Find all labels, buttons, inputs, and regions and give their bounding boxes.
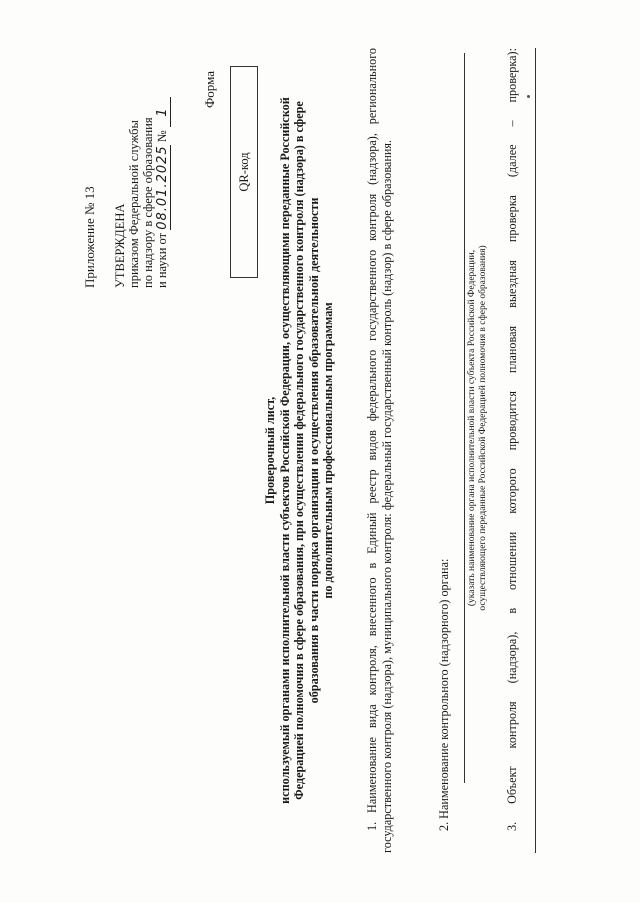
document-page [27,23,617,878]
appendix-label: Приложение № 13 [82,186,97,288]
qr-code-box: QR-код [230,66,258,278]
paragraph-3: 3. Объект контроля (надзора), в отношении которого проводится плановая выездная проверка (далее – проверка): [505,48,519,831]
approval-number-handwritten: 1 [156,97,171,127]
footnote-line: осуществляющего переданные Российской Федерацией полномочия в сфере образования) [478,245,488,611]
title-line: используемый органами исполнительной власти субъектов Российской Федерации, осуществляющими переданные Российской [277,97,292,804]
fill-in-line [464,53,465,783]
title-line: образования в части порядка организации и осуществления образовательной деятельности [306,197,321,704]
approval-number-prefix: № [155,130,169,143]
footnote-line: (указать наименование органа исполнительной власти субъекта Российской Федерации, [467,249,477,607]
approval-approved: УТВЕРЖДЕНА [113,203,127,288]
title-line: по дополнительным профессиональным программам [321,302,336,599]
approval-line3 [155,97,171,288]
title-line: Проверочный лист, [263,396,277,505]
title-line: Федерацией полномочия в сфере образования, при осуществлении федерального государственного контроля (надзора) в сфере [292,101,307,800]
scan-speck [527,95,530,98]
document-title [263,23,336,878]
approval-date-prefix: и науки от [155,232,169,288]
approval-block [113,97,171,288]
form-label: Форма [202,71,217,108]
approval-line2: по надзору в сфере образования [141,117,155,288]
footnote-caption [467,218,489,638]
approval-date-handwritten: 08.01.2025 [155,145,170,230]
paragraph-2: 2. Наименование контрольного (надзорного) органа: [437,558,451,831]
paragraph-1: 1. Наименование вида контроля, внесенного в Единый реестр видов федерального государственного контроля (надзора), регионального государственного контроля (надзора), муниципального контроля: федеральный государственный контроль (надзор) в сфере образования. [365,48,394,853]
approval-line1: приказом Федеральной службы [127,120,141,288]
fill-in-line [535,48,536,853]
